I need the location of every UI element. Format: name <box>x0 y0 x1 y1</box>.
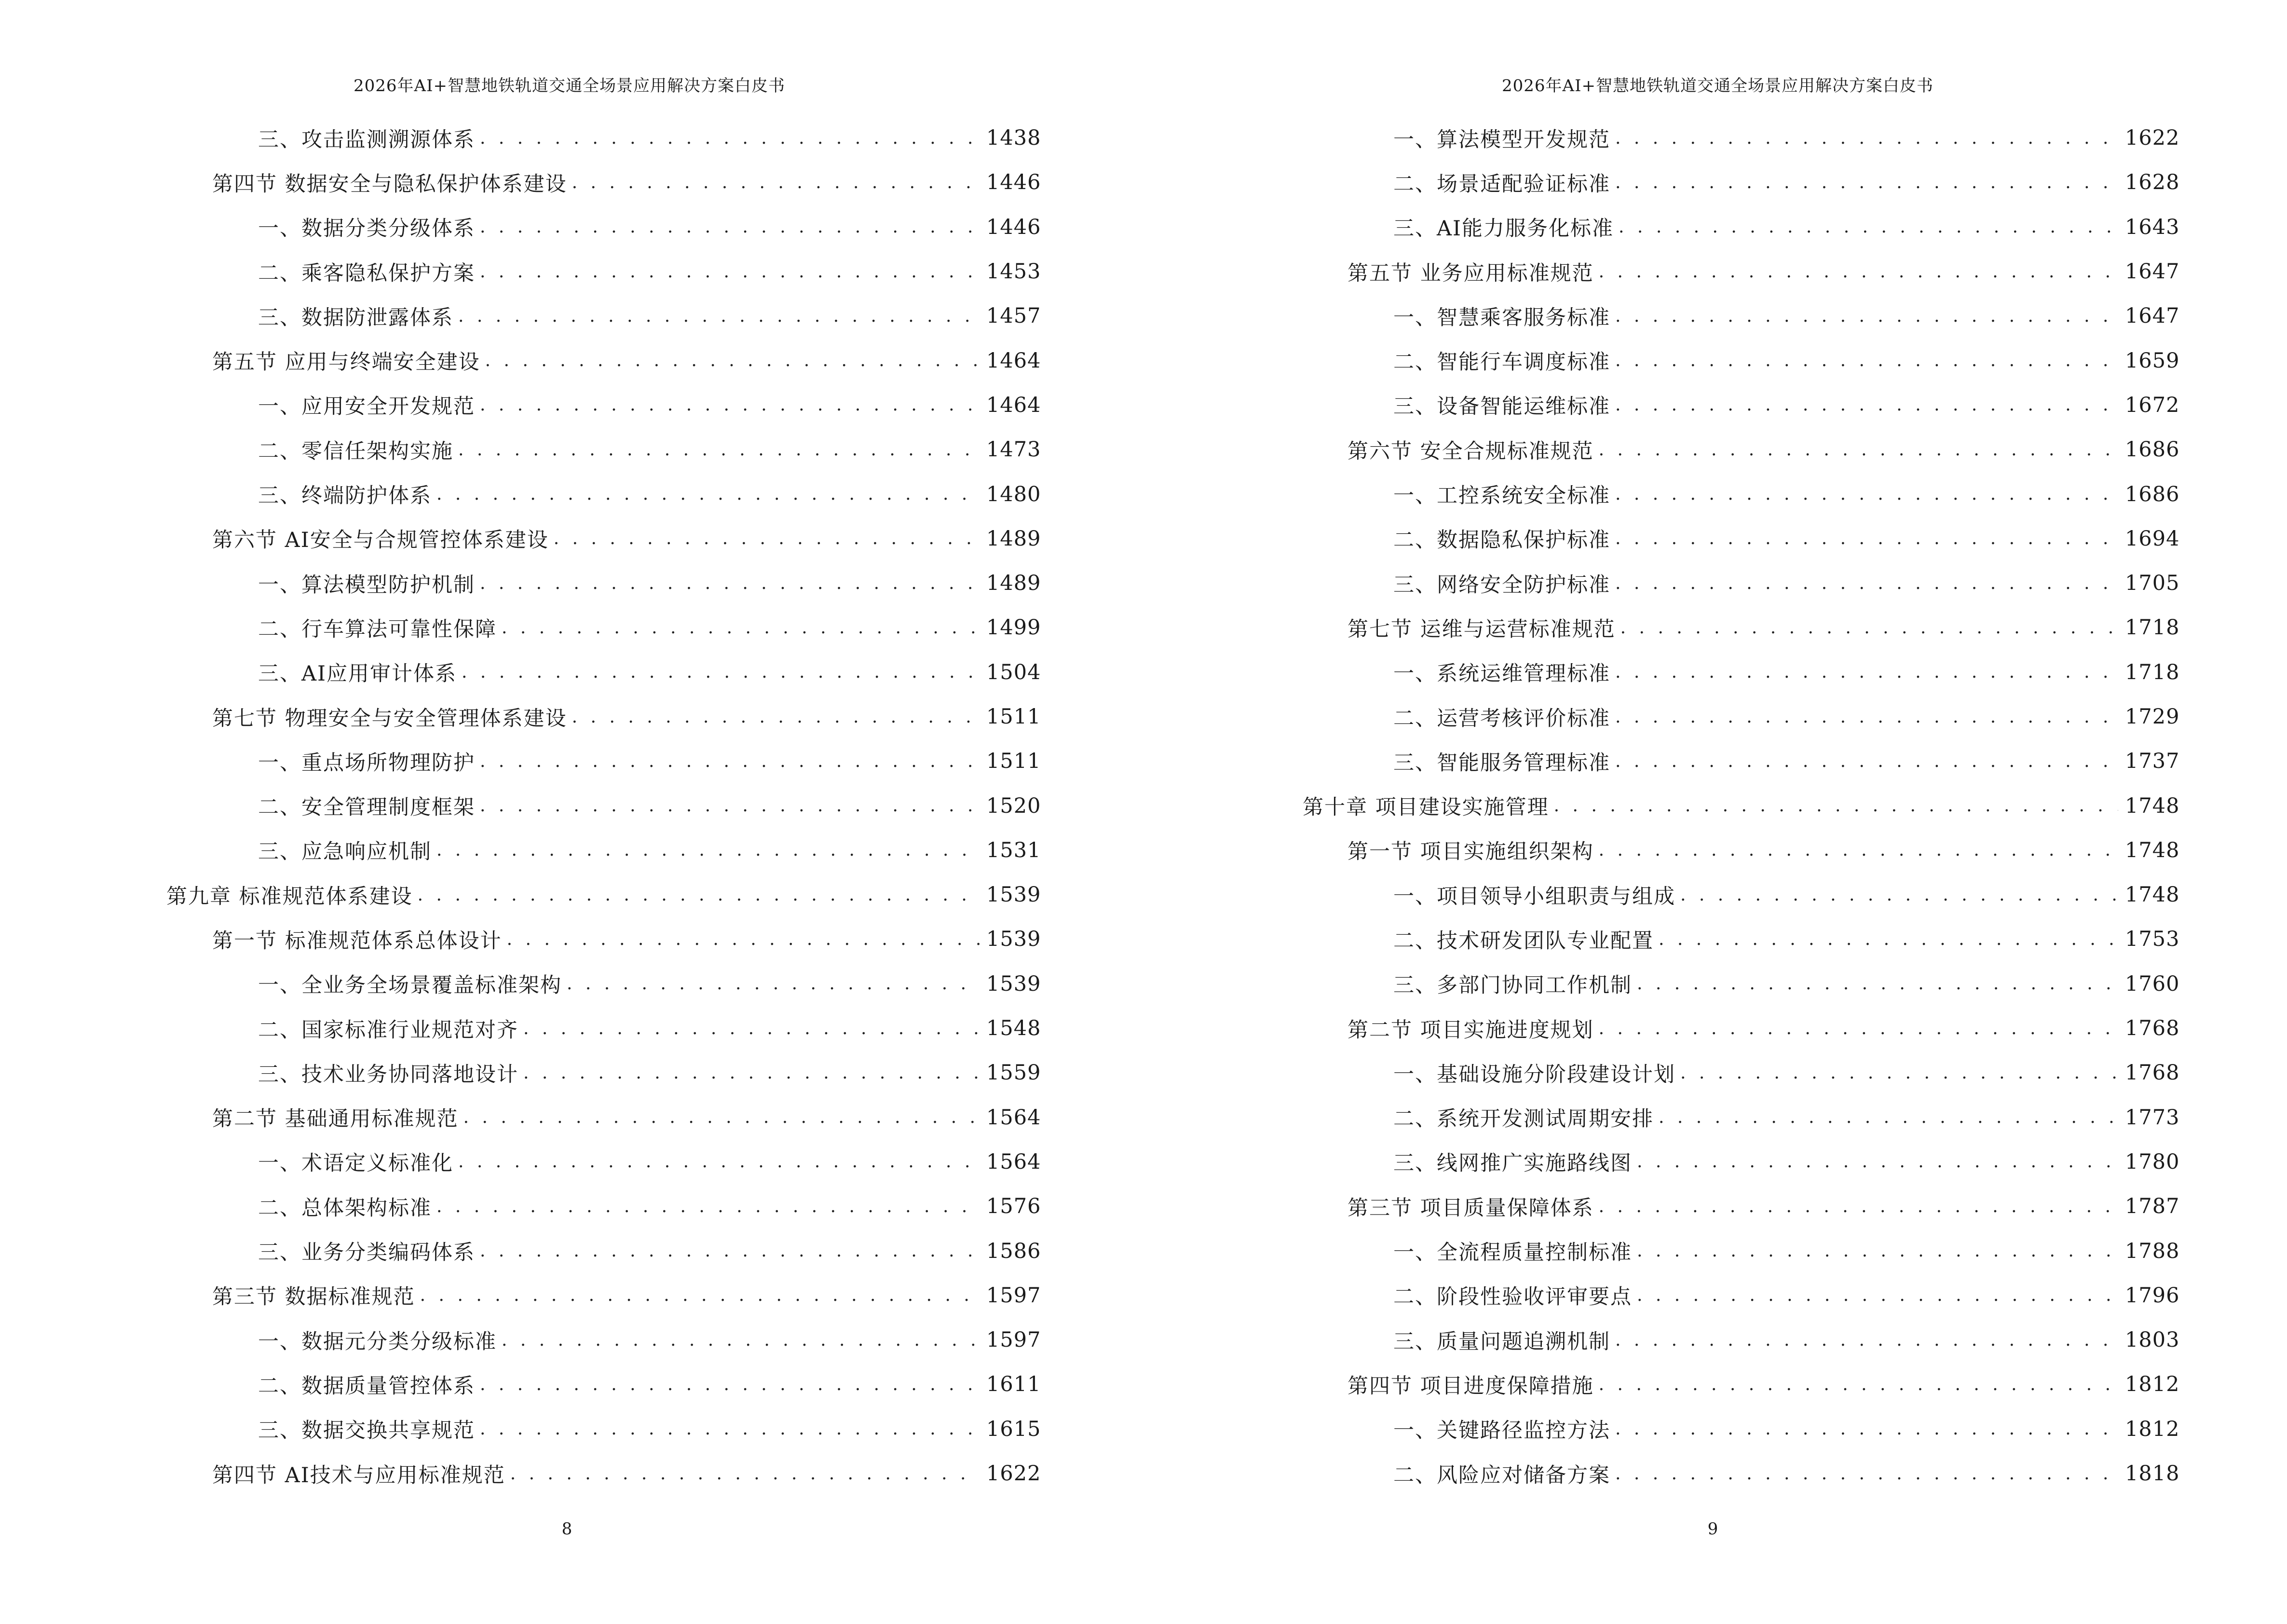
toc-entry-title: 三、网络安全防护标准 <box>1393 573 1610 597</box>
toc-entry-item[interactable] <box>0 1318 1039 1362</box>
toc-entry-title: 三、终端防护体系 <box>258 484 432 508</box>
toc-entry-title: 一、全业务全场景覆盖标准架构 <box>258 973 562 998</box>
dot-leader <box>1599 262 2118 282</box>
toc-entry-page-number: 1729 <box>2125 705 2180 729</box>
toc-entry-page-number: 1659 <box>2125 348 2180 373</box>
toc-entry-title: 三、多部门协同工作机制 <box>1393 973 1632 998</box>
toc-entry-section[interactable] <box>1144 427 2178 472</box>
toc-entry-title: 一、术语定义标准化 <box>258 1151 453 1176</box>
toc-entry-item[interactable] <box>1144 294 2178 338</box>
toc-entry-section[interactable] <box>1144 1362 2178 1406</box>
dot-leader <box>1637 1152 2118 1172</box>
toc-entry-section[interactable] <box>0 160 1039 205</box>
toc-entry-page-number: 1622 <box>986 1461 1041 1486</box>
toc-entry-page-number: 1539 <box>986 971 1041 996</box>
toc-entry-page-number: 1647 <box>2125 304 2180 328</box>
toc-entry-title: 第十章 项目建设实施管理 <box>1303 795 1549 820</box>
toc-entry-title: 一、智慧乘客服务标准 <box>1393 305 1610 330</box>
toc-entry-title: 二、技术研发团队专业配置 <box>1393 928 1654 953</box>
dot-leader <box>1637 1241 2118 1261</box>
toc-entry-title: 第一节 项目实施组织架构 <box>1348 840 1594 864</box>
toc-entry-item[interactable] <box>0 1184 1039 1228</box>
toc-entry-page-number: 1511 <box>986 705 1041 729</box>
toc-entry-title: 第二节 基础通用标准规范 <box>212 1107 459 1132</box>
toc-entry-item[interactable] <box>1144 1451 2178 1496</box>
toc-entry-item[interactable] <box>1144 962 2178 1006</box>
dot-leader <box>458 1152 980 1172</box>
dot-leader <box>1637 1285 2118 1305</box>
toc-entry-section[interactable] <box>0 1273 1039 1318</box>
toc-entry-item[interactable] <box>0 383 1039 427</box>
toc-entry-title: 三、设备智能运维标准 <box>1393 395 1610 419</box>
toc-entry-page-number: 1748 <box>2125 793 2180 818</box>
toc-entry-title: 第四节 项目进度保障措施 <box>1348 1374 1594 1398</box>
toc-entry-page-number: 1737 <box>2125 749 2180 774</box>
toc-entry-page-number: 1672 <box>2125 393 2180 417</box>
dot-leader <box>554 529 980 548</box>
toc-entry-section[interactable] <box>0 1095 1039 1140</box>
dot-leader <box>1615 1419 2118 1439</box>
toc-entry-page-number: 1480 <box>986 482 1041 506</box>
toc-entry-page-number: 1628 <box>2125 170 2180 195</box>
toc-entry-title: 一、应用安全开发规范 <box>258 395 475 419</box>
toc-entry-title: 三、业务分类编码体系 <box>258 1241 475 1265</box>
toc-entry-item[interactable] <box>0 739 1039 783</box>
toc-entry-item[interactable] <box>0 1407 1039 1451</box>
toc-entry-page-number: 1438 <box>986 126 1041 150</box>
dot-leader <box>1615 351 2118 370</box>
toc-entry-item[interactable] <box>1144 205 2178 249</box>
dot-leader <box>1615 751 2118 771</box>
toc-entry-item[interactable] <box>1144 1318 2178 1362</box>
toc-entry-title: 三、智能服务管理标准 <box>1393 751 1610 775</box>
dot-leader <box>502 618 980 638</box>
toc-entry-title: 三、技术业务协同落地设计 <box>258 1062 518 1087</box>
toc-entry-title: 一、重点场所物理防护 <box>258 751 475 775</box>
dot-leader <box>1620 618 2118 638</box>
toc-entry-title: 一、数据分类分级体系 <box>258 217 475 241</box>
toc-entry-page-number: 1803 <box>2125 1328 2180 1352</box>
toc-entry-item[interactable] <box>0 561 1039 605</box>
toc-entry-item[interactable] <box>1144 873 2178 917</box>
toc-entry-page-number: 1511 <box>986 749 1041 774</box>
toc-entry-title: 第五节 业务应用标准规范 <box>1348 261 1594 286</box>
dot-leader <box>510 1464 980 1484</box>
toc-entry-item[interactable] <box>0 783 1039 828</box>
toc-entry-title: 三、AI应用审计体系 <box>258 662 457 686</box>
toc-entry-item[interactable] <box>0 1006 1039 1051</box>
dot-leader <box>436 484 980 504</box>
toc-entry-item[interactable] <box>1144 472 2178 516</box>
dot-leader <box>1680 885 2118 905</box>
dot-leader <box>1637 974 2118 994</box>
toc-entry-page-number: 1539 <box>986 927 1041 952</box>
dot-leader <box>1615 484 2118 504</box>
dot-leader <box>1554 796 2118 816</box>
dot-leader <box>1615 529 2118 548</box>
toc-entry-page-number: 1611 <box>986 1372 1041 1397</box>
toc-entry-page-number: 1446 <box>986 170 1041 195</box>
toc-entry-page-number: 1773 <box>2125 1105 2180 1130</box>
toc-entry-item[interactable] <box>0 472 1039 516</box>
toc-entry-section[interactable] <box>1144 1184 2178 1228</box>
dot-leader <box>480 573 980 593</box>
dot-leader <box>1659 929 2118 949</box>
dot-leader <box>1615 306 2118 326</box>
toc-entry-page-number: 1622 <box>2125 126 2180 150</box>
dot-leader <box>480 262 980 282</box>
dot-leader <box>458 306 980 326</box>
toc-entry-item[interactable] <box>0 427 1039 472</box>
toc-entry-title: 二、系统开发测试周期安排 <box>1393 1107 1654 1132</box>
toc-entry-item[interactable] <box>1144 561 2178 605</box>
toc-entry-title: 一、工控系统安全标准 <box>1393 484 1610 508</box>
toc-entry-item[interactable] <box>0 1140 1039 1184</box>
toc-entry-title: 第一节 标准规范体系总体设计 <box>212 928 502 953</box>
toc-entry-page-number: 1539 <box>986 883 1041 907</box>
dot-leader <box>567 974 980 994</box>
dot-leader <box>1599 1019 2118 1038</box>
toc-entry-title: 第七节 物理安全与安全管理体系建设 <box>212 706 567 731</box>
toc-entry-title: 第三节 项目质量保障体系 <box>1348 1196 1594 1220</box>
dot-leader <box>1659 1107 2118 1127</box>
toc-entry-title: 三、质量问题追溯机制 <box>1393 1329 1610 1354</box>
toc-entry-chapter[interactable] <box>0 873 1039 917</box>
dot-leader <box>480 1419 980 1439</box>
toc-entry-title: 二、行车算法可靠性保障 <box>258 617 497 641</box>
toc-entry-title: 二、零信任架构实施 <box>258 439 453 464</box>
toc-entry-item[interactable] <box>1144 1051 2178 1095</box>
toc-entry-section[interactable] <box>1144 828 2178 873</box>
dot-leader <box>458 440 980 460</box>
toc-entry-item[interactable] <box>0 116 1039 160</box>
toc-entry-title: 第四节 AI技术与应用标准规范 <box>212 1463 505 1488</box>
toc-entry-page-number: 1548 <box>986 1016 1041 1041</box>
toc-entry-item[interactable] <box>1144 695 2178 739</box>
dot-leader <box>480 1375 980 1394</box>
toc-entry-page-number: 1748 <box>2125 838 2180 862</box>
toc-entry-title: 一、关键路径监控方法 <box>1393 1419 1610 1443</box>
toc-entry-page-number: 1453 <box>986 259 1041 284</box>
dot-leader <box>1599 1375 2118 1394</box>
toc-entry-page-number: 1559 <box>986 1061 1041 1085</box>
toc-entry-page-number: 1780 <box>2125 1149 2180 1174</box>
toc-entry-section[interactable] <box>0 917 1039 961</box>
toc-entry-title: 三、数据防泄露体系 <box>258 305 453 330</box>
toc-entry-page-number: 1564 <box>986 1149 1041 1174</box>
dot-leader <box>480 217 980 237</box>
toc-entry-page-number: 1489 <box>986 526 1041 551</box>
dot-leader <box>1615 707 2118 727</box>
toc-entry-title: 第二节 项目实施进度规划 <box>1348 1018 1594 1042</box>
toc-entry-item[interactable] <box>1144 917 2178 961</box>
toc-entry-title: 一、数据元分类分级标准 <box>258 1329 497 1354</box>
toc-entry-page-number: 1643 <box>2125 215 2180 239</box>
dot-leader <box>418 885 980 905</box>
toc-entry-page-number: 1564 <box>986 1105 1041 1130</box>
toc-entry-title: 二、运营考核评价标准 <box>1393 706 1610 731</box>
toc-entry-item[interactable] <box>1144 338 2178 382</box>
toc-entry-page-number: 1446 <box>986 215 1041 239</box>
toc-entry-page-number: 1718 <box>2125 615 2180 640</box>
toc-entry-title: 三、攻击监测溯源体系 <box>258 127 475 152</box>
dot-leader <box>420 1285 980 1305</box>
toc-entry-page-number: 1489 <box>986 571 1041 596</box>
toc-entry-item[interactable] <box>1144 1228 2178 1273</box>
toc-entry-page-number: 1694 <box>2125 526 2180 551</box>
toc-entry-page-number: 1531 <box>986 838 1041 862</box>
toc-entry-title: 二、数据质量管控体系 <box>258 1374 475 1398</box>
toc-entry-page-number: 1753 <box>2125 927 2180 952</box>
dot-leader <box>1599 440 2118 460</box>
toc-entry-title: 三、线网推广实施路线图 <box>1393 1151 1632 1176</box>
toc-entry-page-number: 1586 <box>986 1239 1041 1263</box>
dot-leader <box>436 1197 980 1216</box>
toc-entry-item[interactable] <box>0 1228 1039 1273</box>
toc-entry-item[interactable] <box>0 205 1039 249</box>
toc-entry-section[interactable] <box>0 1451 1039 1496</box>
toc-entry-page-number: 1748 <box>2125 883 2180 907</box>
dot-leader <box>485 351 980 370</box>
toc-entry-page-number: 1520 <box>986 793 1041 818</box>
toc-entry-title: 一、项目领导小组职责与组成 <box>1393 884 1675 909</box>
toc-list <box>1144 116 2178 1496</box>
dot-leader <box>480 395 980 415</box>
toc-entry-title: 二、风险应对储备方案 <box>1393 1463 1610 1488</box>
toc-entry-page-number: 1464 <box>986 348 1041 373</box>
toc-entry-item[interactable] <box>0 1362 1039 1406</box>
dot-leader <box>572 173 980 192</box>
toc-entry-title: 三、AI能力服务化标准 <box>1393 217 1614 241</box>
toc-entry-title: 三、应急响应机制 <box>258 840 432 864</box>
toc-entry-title: 一、算法模型开发规范 <box>1393 127 1610 152</box>
toc-entry-section[interactable] <box>1144 605 2178 650</box>
toc-entry-page-number: 1504 <box>986 660 1041 684</box>
toc-entry-title: 一、全流程质量控制标准 <box>1393 1241 1632 1265</box>
dot-leader <box>1680 1063 2118 1083</box>
dot-leader <box>507 929 980 949</box>
toc-entry-item[interactable] <box>1144 1095 2178 1140</box>
dot-leader <box>1615 573 2118 593</box>
toc-entry-item[interactable] <box>1144 1407 2178 1451</box>
toc-entry-item[interactable] <box>0 605 1039 650</box>
dot-leader <box>1615 395 2118 415</box>
dot-leader <box>1599 840 2118 860</box>
toc-entry-page-number: 1812 <box>2125 1417 2180 1441</box>
dot-leader <box>523 1063 980 1083</box>
toc-entry-page-number: 1812 <box>2125 1372 2180 1397</box>
toc-entry-page-number: 1705 <box>2125 571 2180 596</box>
toc-entry-page-number: 1457 <box>986 304 1041 328</box>
dot-leader <box>1615 128 2118 148</box>
toc-entry-section[interactable] <box>0 695 1039 739</box>
toc-entry-item[interactable] <box>1144 383 2178 427</box>
toc-entry-item[interactable] <box>1144 1273 2178 1318</box>
toc-entry-page-number: 1615 <box>986 1417 1041 1441</box>
toc-entry-page-number: 1788 <box>2125 1239 2180 1263</box>
toc-entry-item[interactable] <box>1144 650 2178 695</box>
dot-leader <box>1615 1464 2118 1484</box>
toc-entry-page-number: 1576 <box>986 1194 1041 1219</box>
toc-entry-page-number: 1796 <box>2125 1283 2180 1308</box>
dot-leader <box>436 840 980 860</box>
dot-leader <box>572 707 980 727</box>
toc-entry-section[interactable] <box>1144 249 2178 294</box>
toc-entry-page-number: 1760 <box>2125 971 2180 996</box>
toc-page-right <box>1144 0 2287 1624</box>
toc-entry-page-number: 1647 <box>2125 259 2180 284</box>
dot-leader <box>480 1241 980 1261</box>
dot-leader <box>462 662 980 682</box>
toc-entry-page-number: 1473 <box>986 437 1041 462</box>
toc-entry-title: 第四节 数据安全与隐私保护体系建设 <box>212 172 567 196</box>
toc-entry-chapter[interactable] <box>1144 783 2178 828</box>
toc-entry-title: 第七节 运维与运营标准规范 <box>1348 617 1616 641</box>
toc-entry-title: 二、智能行车调度标准 <box>1393 350 1610 375</box>
toc-entry-page-number: 1597 <box>986 1328 1041 1352</box>
page-number: 8 <box>561 1519 572 1539</box>
toc-entry-item[interactable] <box>1144 116 2178 160</box>
toc-entry-title: 第六节 安全合规标准规范 <box>1348 439 1594 464</box>
toc-entry-title: 第五节 应用与终端安全建设 <box>212 350 480 375</box>
toc-entry-item[interactable] <box>1144 1140 2178 1184</box>
toc-entry-title: 二、安全管理制度框架 <box>258 795 475 820</box>
toc-entry-page-number: 1597 <box>986 1283 1041 1308</box>
dot-leader <box>502 1330 980 1350</box>
toc-entry-item[interactable] <box>0 249 1039 294</box>
dot-leader <box>480 796 980 816</box>
toc-entry-item[interactable] <box>1144 160 2178 205</box>
dot-leader <box>463 1107 980 1127</box>
toc-entry-page-number: 1464 <box>986 393 1041 417</box>
toc-entry-section[interactable] <box>1144 1006 2178 1051</box>
page-number: 9 <box>1707 1519 1718 1539</box>
toc-entry-title: 一、基础设施分阶段建设计划 <box>1393 1062 1675 1087</box>
toc-entry-title: 一、算法模型防护机制 <box>258 573 475 597</box>
toc-entry-page-number: 1787 <box>2125 1194 2180 1219</box>
toc-entry-item[interactable] <box>0 294 1039 338</box>
toc-entry-item[interactable] <box>1144 517 2178 561</box>
toc-entry-title: 二、场景适配验证标准 <box>1393 172 1610 196</box>
toc-entry-title: 二、阶段性验收评审要点 <box>1393 1285 1632 1310</box>
toc-entry-title: 三、数据交换共享规范 <box>258 1419 475 1443</box>
toc-entry-title: 二、乘客隐私保护方案 <box>258 261 475 286</box>
toc-entry-page-number: 1818 <box>2125 1461 2180 1486</box>
dot-leader <box>1599 1197 2118 1216</box>
toc-entry-title: 二、国家标准行业规范对齐 <box>258 1018 518 1042</box>
toc-entry-title: 一、系统运维管理标准 <box>1393 662 1610 686</box>
running-header: 2026年AI+智慧地铁轨道交通全场景应用解决方案白皮书 <box>354 76 785 96</box>
toc-entry-title: 第六节 AI安全与合规管控体系建设 <box>212 528 549 553</box>
toc-entry-page-number: 1499 <box>986 615 1041 640</box>
dot-leader <box>1615 1330 2118 1350</box>
toc-entry-page-number: 1686 <box>2125 482 2180 506</box>
toc-entry-title: 二、总体架构标准 <box>258 1196 432 1220</box>
toc-entry-item[interactable] <box>0 650 1039 695</box>
toc-entry-section[interactable] <box>0 338 1039 382</box>
toc-entry-item[interactable] <box>1144 739 2178 783</box>
dot-leader <box>1615 662 2118 682</box>
toc-entry-page-number: 1768 <box>2125 1061 2180 1085</box>
toc-entry-title: 第三节 数据标准规范 <box>212 1285 415 1310</box>
running-header: 2026年AI+智慧地铁轨道交通全场景应用解决方案白皮书 <box>1502 76 1933 96</box>
dot-leader <box>523 1019 980 1038</box>
dot-leader <box>1619 217 2118 237</box>
toc-entry-page-number: 1768 <box>2125 1016 2180 1041</box>
toc-entry-item[interactable] <box>0 1051 1039 1095</box>
toc-entry-item[interactable] <box>0 828 1039 873</box>
toc-entry-section[interactable] <box>0 517 1039 561</box>
dot-leader <box>480 751 980 771</box>
toc-entry-page-number: 1686 <box>2125 437 2180 462</box>
dot-leader <box>480 128 980 148</box>
toc-list <box>0 116 1039 1496</box>
toc-entry-title: 第九章 标准规范体系建设 <box>166 884 413 909</box>
toc-entry-item[interactable] <box>0 962 1039 1006</box>
toc-entry-title: 二、数据隐私保护标准 <box>1393 528 1610 553</box>
dot-leader <box>1615 173 2118 192</box>
toc-entry-page-number: 1718 <box>2125 660 2180 684</box>
